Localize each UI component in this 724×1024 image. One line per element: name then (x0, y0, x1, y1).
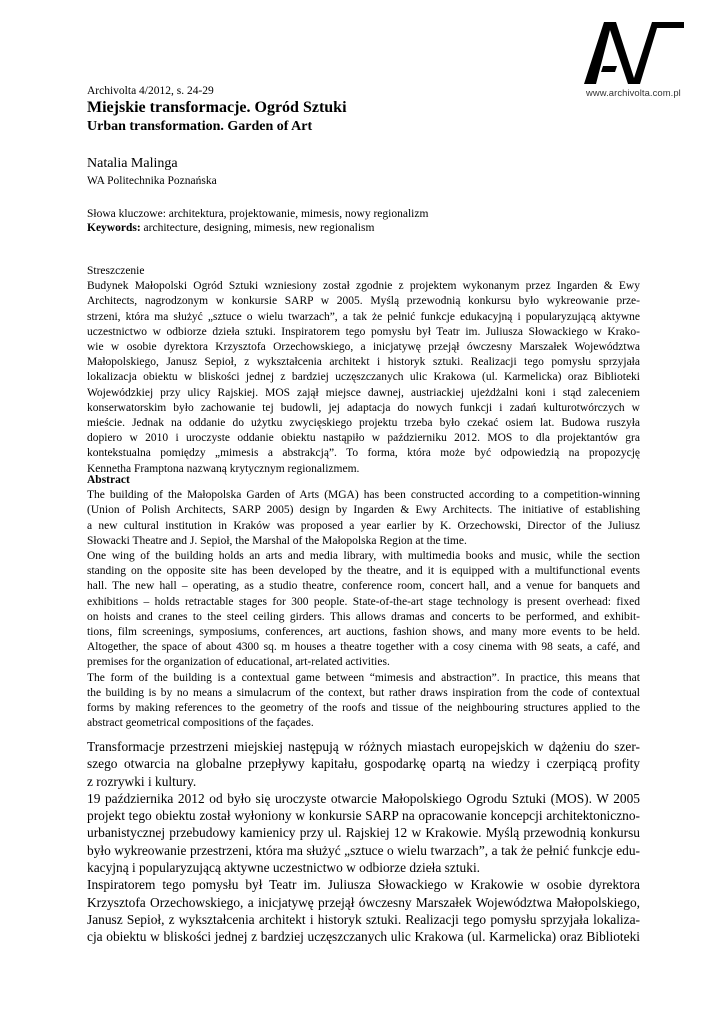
keywords-block (87, 207, 640, 235)
main-text-line: urbanistycznej przebudowy kamienicy przy ul. Rajskiej 12 w Krakowie. Myślą przewodnią konkursu (87, 825, 640, 841)
title-english: Urban transformation. Garden of Art (87, 119, 313, 134)
abstract-line: The form of the building is a contextual game between “mimesis and abstraction”. In practice, this means that (87, 671, 640, 684)
author-affiliation: WA Politechnika Poznańska (87, 175, 217, 187)
abstract-line: Słowacki Theatre and J. Sepioł, the Marshal of the Małopolska Region at the time. (87, 534, 467, 547)
main-text-line: Transformacje przestrzeni miejskiej następują w różnych miastach europejskich w dążeniu do szer- (87, 739, 640, 754)
keywords-english-label: Keywords: (87, 222, 141, 234)
abstract-body (87, 488, 640, 731)
abstract-line: (Union of Polish Architects, SARP 2005) design by Ingarden & Ewy Architects. The initiative of establishing (87, 504, 640, 517)
keywords-english (87, 221, 640, 235)
main-text-line: Inspiratorem tego pomysłu był Teatr im. Juliusza Słowackiego w Krakowie w osobie dyrektora (87, 877, 640, 893)
streszczenie-heading: Streszczenie (87, 265, 145, 277)
abstract-section (87, 473, 640, 731)
main-text-body (87, 738, 640, 946)
keywords-english-text: architecture, designing, mimesis, new regionalism (140, 222, 375, 234)
streszczenie-line: kontekstualna pomiędzy „mimesis a abstrakcją”. To forma, która może być odpowiedzią na propozycję (87, 447, 640, 460)
streszczenie-line: konserwatorskim było zachowanie tej budowli, jej adaptacja do nowych funkcji i zadań kulturotwórczych w (87, 401, 640, 414)
title-polish: Miejskie transformacje. Ogród Sztuki (87, 99, 347, 116)
streszczenie-body (87, 279, 640, 477)
abstract-line: exhibitions – holds retractable stages for 300 people. State-of-the-art stage technology is present overhead: fixed (87, 595, 640, 608)
author-name: Natalia Malinga (87, 156, 178, 171)
streszczenie-line: Budynek Małopolski Ogród Sztuki wzniesiony został zgodnie z projektem wykonanym przez Ingarden & Ewy (87, 280, 640, 293)
main-text-line: z rozrywki i kultury. (87, 773, 197, 789)
abstract-line: One wing of the building holds an arts and media library, with multimedia books and music, while the section (87, 550, 640, 563)
streszczenie-line: Kennetha Framptona nazwaną krytycznym regionalizmem. (87, 462, 360, 475)
main-text-line: Janusz Sepioł, z wykształcenia architekt i historyk sztuki. Realizacji tego pomysłu sprzyjała lokaliza- (87, 911, 640, 927)
streszczenie-line: mieście. Jednak na oddanie do użytku zwycięskiego projektu trzeba było czekać osiem lat. Budowa ruszyła (87, 417, 640, 430)
streszczenie-line: strzeni, która ma służyć „sztuce o wielu twarzach”, a tak że pełnić funkcje edukacyjną i popularyzującą aktywne (87, 310, 640, 323)
streszczenie-line: Małopolskiego, Janusz Sepioł, z wykształcenia architekt i historyk sztuki. Realizacji tego pomysłu sprzyjała (87, 356, 640, 369)
abstract-line: the building is by no means a simulacrum of the context, but rather draws inspiration from the code of contextual (87, 686, 640, 699)
streszczenie-line: Wojewódzkiej przy ulicy Rajskiej. MOS zajął miejsce dawnej, austriackiej ujeżdżalni koni i stąd zaleceniem (87, 386, 640, 399)
abstract-line: The building of the Małopolska Garden of Arts (MGA) has been constructed according to a competition-winning (87, 489, 640, 502)
main-text-line: Krzysztofa Orzechowskiego, a inicjatywę przejął ówczesny Marszałek Województwa Małopolskiego, (87, 894, 640, 910)
keywords-polish: Słowa kluczowe: architektura, projektowanie, mimesis, nowy regionalizm (87, 208, 429, 220)
av-logo-icon (584, 22, 684, 84)
streszczenie-line: lokalizacja obiektu w bliskości jednej z bardziej uczęszczanych ulic Krakowa (ul. Karmelicka) oraz Biblioteki (87, 371, 640, 384)
main-text-line: szego otwarcia na globalne przepływy kapitału, gospodarkę opartą na wiedzy i czerpiącą profity (87, 756, 640, 772)
abstract-line: tions, film screenings, symposiums, conferences, art auctions, fashion shows, and many more events to be held. (87, 626, 640, 639)
streszczenie-section (87, 264, 640, 477)
main-text-line: cja obiektu w bliskości jednej z bardziej uczęszczanych ulic Krakowa (ul. Karmelicka) oraz Biblioteki (87, 929, 640, 945)
abstract-line: abstract geometrical compositions of the façades. (87, 717, 314, 730)
citation: Archivolta 4/2012, s. 24-29 (87, 85, 214, 97)
abstract-line: standing on the opposite site has been developed by the theatre, and it is equipped with a multifunctional events (87, 565, 640, 578)
abstract-line: hall. The new hall – operating, as a studio theatre, conference room, concert hall, and a venue for banquets and (87, 580, 640, 593)
abstract-line: forms by making references to the geometry of the roofs and tissue of the neighbouring structures applied to the (87, 702, 640, 715)
abstract-line: premises for the organization of educational, art-related activities. (87, 656, 390, 669)
streszczenie-line: wie w osobie dyrektora Krzysztofa Orzechowskiego, a inicjatywę przejął ówczesny Marszałek Województwa (87, 341, 640, 354)
main-text-line: projekt tego obiektu został wyłoniony w konkursie SARP na opracowanie koncepcji architektoniczno- (87, 808, 640, 824)
streszczenie-line: dopiero w 2010 i uroczyste oddanie obiektu nastąpiło w październiku 2012. MOS to dla projektantów gra (87, 432, 640, 445)
abstract-heading: Abstract (87, 474, 130, 486)
main-text-line: 19 października 2012 od było się uroczyste otwarcie Małopolskiego Ogrodu Sztuki (MOS). W 2005 (87, 790, 640, 806)
streszczenie-line: Architects, nagrodzonym w konkursie SARP w 2005. Myślą przewodnią konkursu było wykreowanie prze- (87, 295, 640, 308)
streszczenie-line: uczestnictwo w odbiorze dzieła sztuki. Inspiratorem tego pomysłu był Teatr im. Juliusza Słowackiego w Krako- (87, 325, 640, 338)
main-text-section (87, 738, 640, 946)
abstract-line: a new cultural institution in Kraków was proposed a year earlier by K. Orzechowski, Director of the Juliusz (87, 519, 640, 532)
main-text-line: kacyjną i popularyzującą aktywne uczestnictwo w odbiorze dzieła sztuki. (87, 860, 481, 876)
main-text-line: było wykreowanie przestrzeni, która ma służyć „sztuce o wielu twarzach”, a tak że pełnić funkcje edu- (87, 842, 640, 858)
logo-url: www.archivolta.com.pl (586, 87, 681, 98)
abstract-line: Altogether, the space of about 4300 sq. m houses a theatre together with a cosy cinema with 98 seats, a café, and (87, 641, 640, 654)
abstract-line: on hoists and cranes to the steel ceiling girders. This allows dramas and concerts to be performed, and exhibit- (87, 610, 640, 623)
